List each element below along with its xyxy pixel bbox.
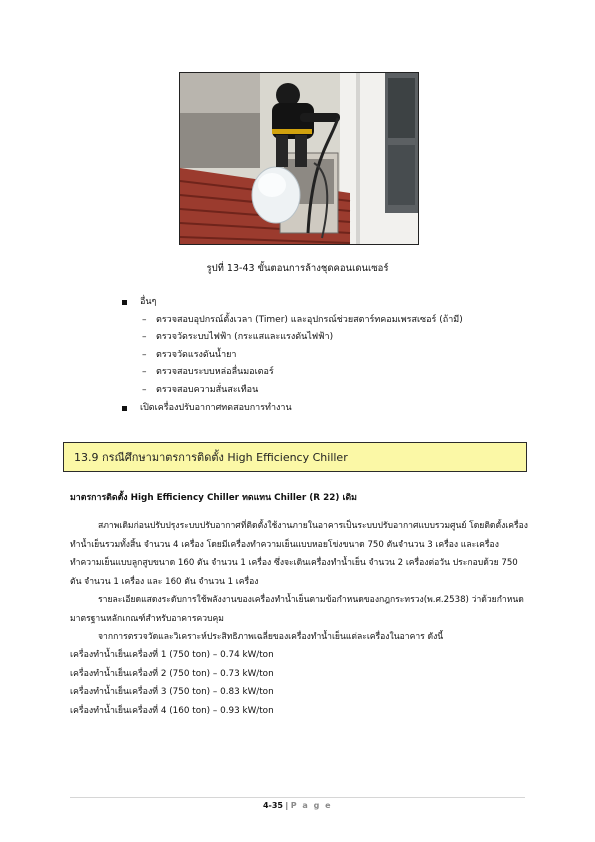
dash-icon: –: [142, 349, 147, 360]
list-item: – ตรวจวัดระบบไฟฟ้า (กระแสและแรงดันไฟฟ้า): [122, 329, 463, 347]
footer-separator: |: [285, 801, 289, 810]
subheading: มาตรการติดตั้ง High Efficiency Chiller ทดแทน Chiller (R 22) เดิม: [70, 493, 357, 503]
page-label: P a g e: [290, 801, 333, 810]
paragraph: สภาพเดิมก่อนปรับปรุงระบบปรับอากาศที่ติดตั้งใช้งานภายในอาคารเป็นระบบปรับอากาศแบบรวมศูนย์ โดยติดตั้งเครื่องทำน้ำเย็นรวมทั้งสิ้น จำนวน 4 เครื่อง โดยมีเครื่องทำความเย็นแบบหอยโข่งขนาด 750 ตันจำนวน 3 เครื่อง และเครื่องทำความเย็นแบบลูกสูบขนาด 160 ตัน จำนวน 1 เครื่อง ซึ่งจะเดินเครื่องทำน้ำเย็น จำนวน 2 เครื่องต่อวัน ประกอบด้วย 750 ตัน จำนวน 1 เครื่อง และ 160 ตัน จำนวน 1 เครื่อง: [70, 521, 528, 587]
dash-icon: –: [142, 314, 147, 325]
page-footer: [0, 801, 595, 810]
page-number: 4-35: [262, 801, 283, 810]
section-title: 13.9 กรณีศึกษามาตรการติดตั้ง High Efficiency Chiller: [74, 451, 348, 464]
list-item: – ตรวจวัดแรงดันน้ำยา: [122, 347, 463, 365]
list-item: – ตรวจสอบความสั่นสะเทือน: [122, 382, 463, 400]
list-item: เครื่องทำน้ำเย็นเครื่องที่ 2 (750 ton) – 0.73 kW/ton: [70, 668, 274, 679]
dash-icon: –: [142, 367, 147, 378]
condenser-cleaning-photo: [179, 72, 419, 245]
bullet-square-icon: [122, 300, 127, 305]
bullet-square-icon: [122, 406, 127, 411]
list-item: อื่นๆ: [122, 294, 463, 312]
list-item: – ตรวจสอบอุปกรณ์ตั้งเวลา (Timer) และอุปกรณ์ช่วยสตาร์ทคอมเพรสเซอร์ (ถ้ามี): [122, 312, 463, 330]
section-heading: [63, 442, 527, 472]
list-item: เครื่องทำน้ำเย็นเครื่องที่ 3 (750 ton) – 0.83 kW/ton: [70, 687, 274, 697]
list-item: เครื่องทำน้ำเย็นเครื่องที่ 4 (160 ton) – 0.93 kW/ton: [70, 705, 274, 716]
chiller-efficiency-list: [70, 646, 274, 720]
list-item: เครื่องทำน้ำเย็นเครื่องที่ 1 (750 ton) – 0.74 kW/ton: [70, 650, 274, 660]
figure-caption: รูปที่ 13-43 ขั้นตอนการล้างชุดคอนเดนเซอร์: [206, 263, 389, 274]
list-item: เปิดเครื่องปรับอากาศทดสอบการทำงาน: [122, 400, 463, 418]
bullet-list: [122, 294, 463, 417]
list-item: – ตรวจสอบระบบหล่อลื่นมอเตอร์: [122, 364, 463, 382]
footer-divider: [70, 797, 525, 798]
paragraph: รายละเอียดแสดงระดับการใช้พลังงานของเครื่องทำน้ำเย็นตามข้อกำหนดของกฎกระทรวง(พ.ศ.2538) ว่าด้วยกำหนดมาตรฐานหลักเกณฑ์สำหรับอาคารควบคุม จากการตรวจวัดและวิเคราะห์ประสิทธิภาพเฉลี่ยของเครื่องทำน้ำเย็นแต่ละเครื่องในอาคาร ดังนี้: [70, 595, 524, 642]
dash-icon: –: [142, 384, 147, 395]
dash-icon: –: [142, 332, 147, 343]
